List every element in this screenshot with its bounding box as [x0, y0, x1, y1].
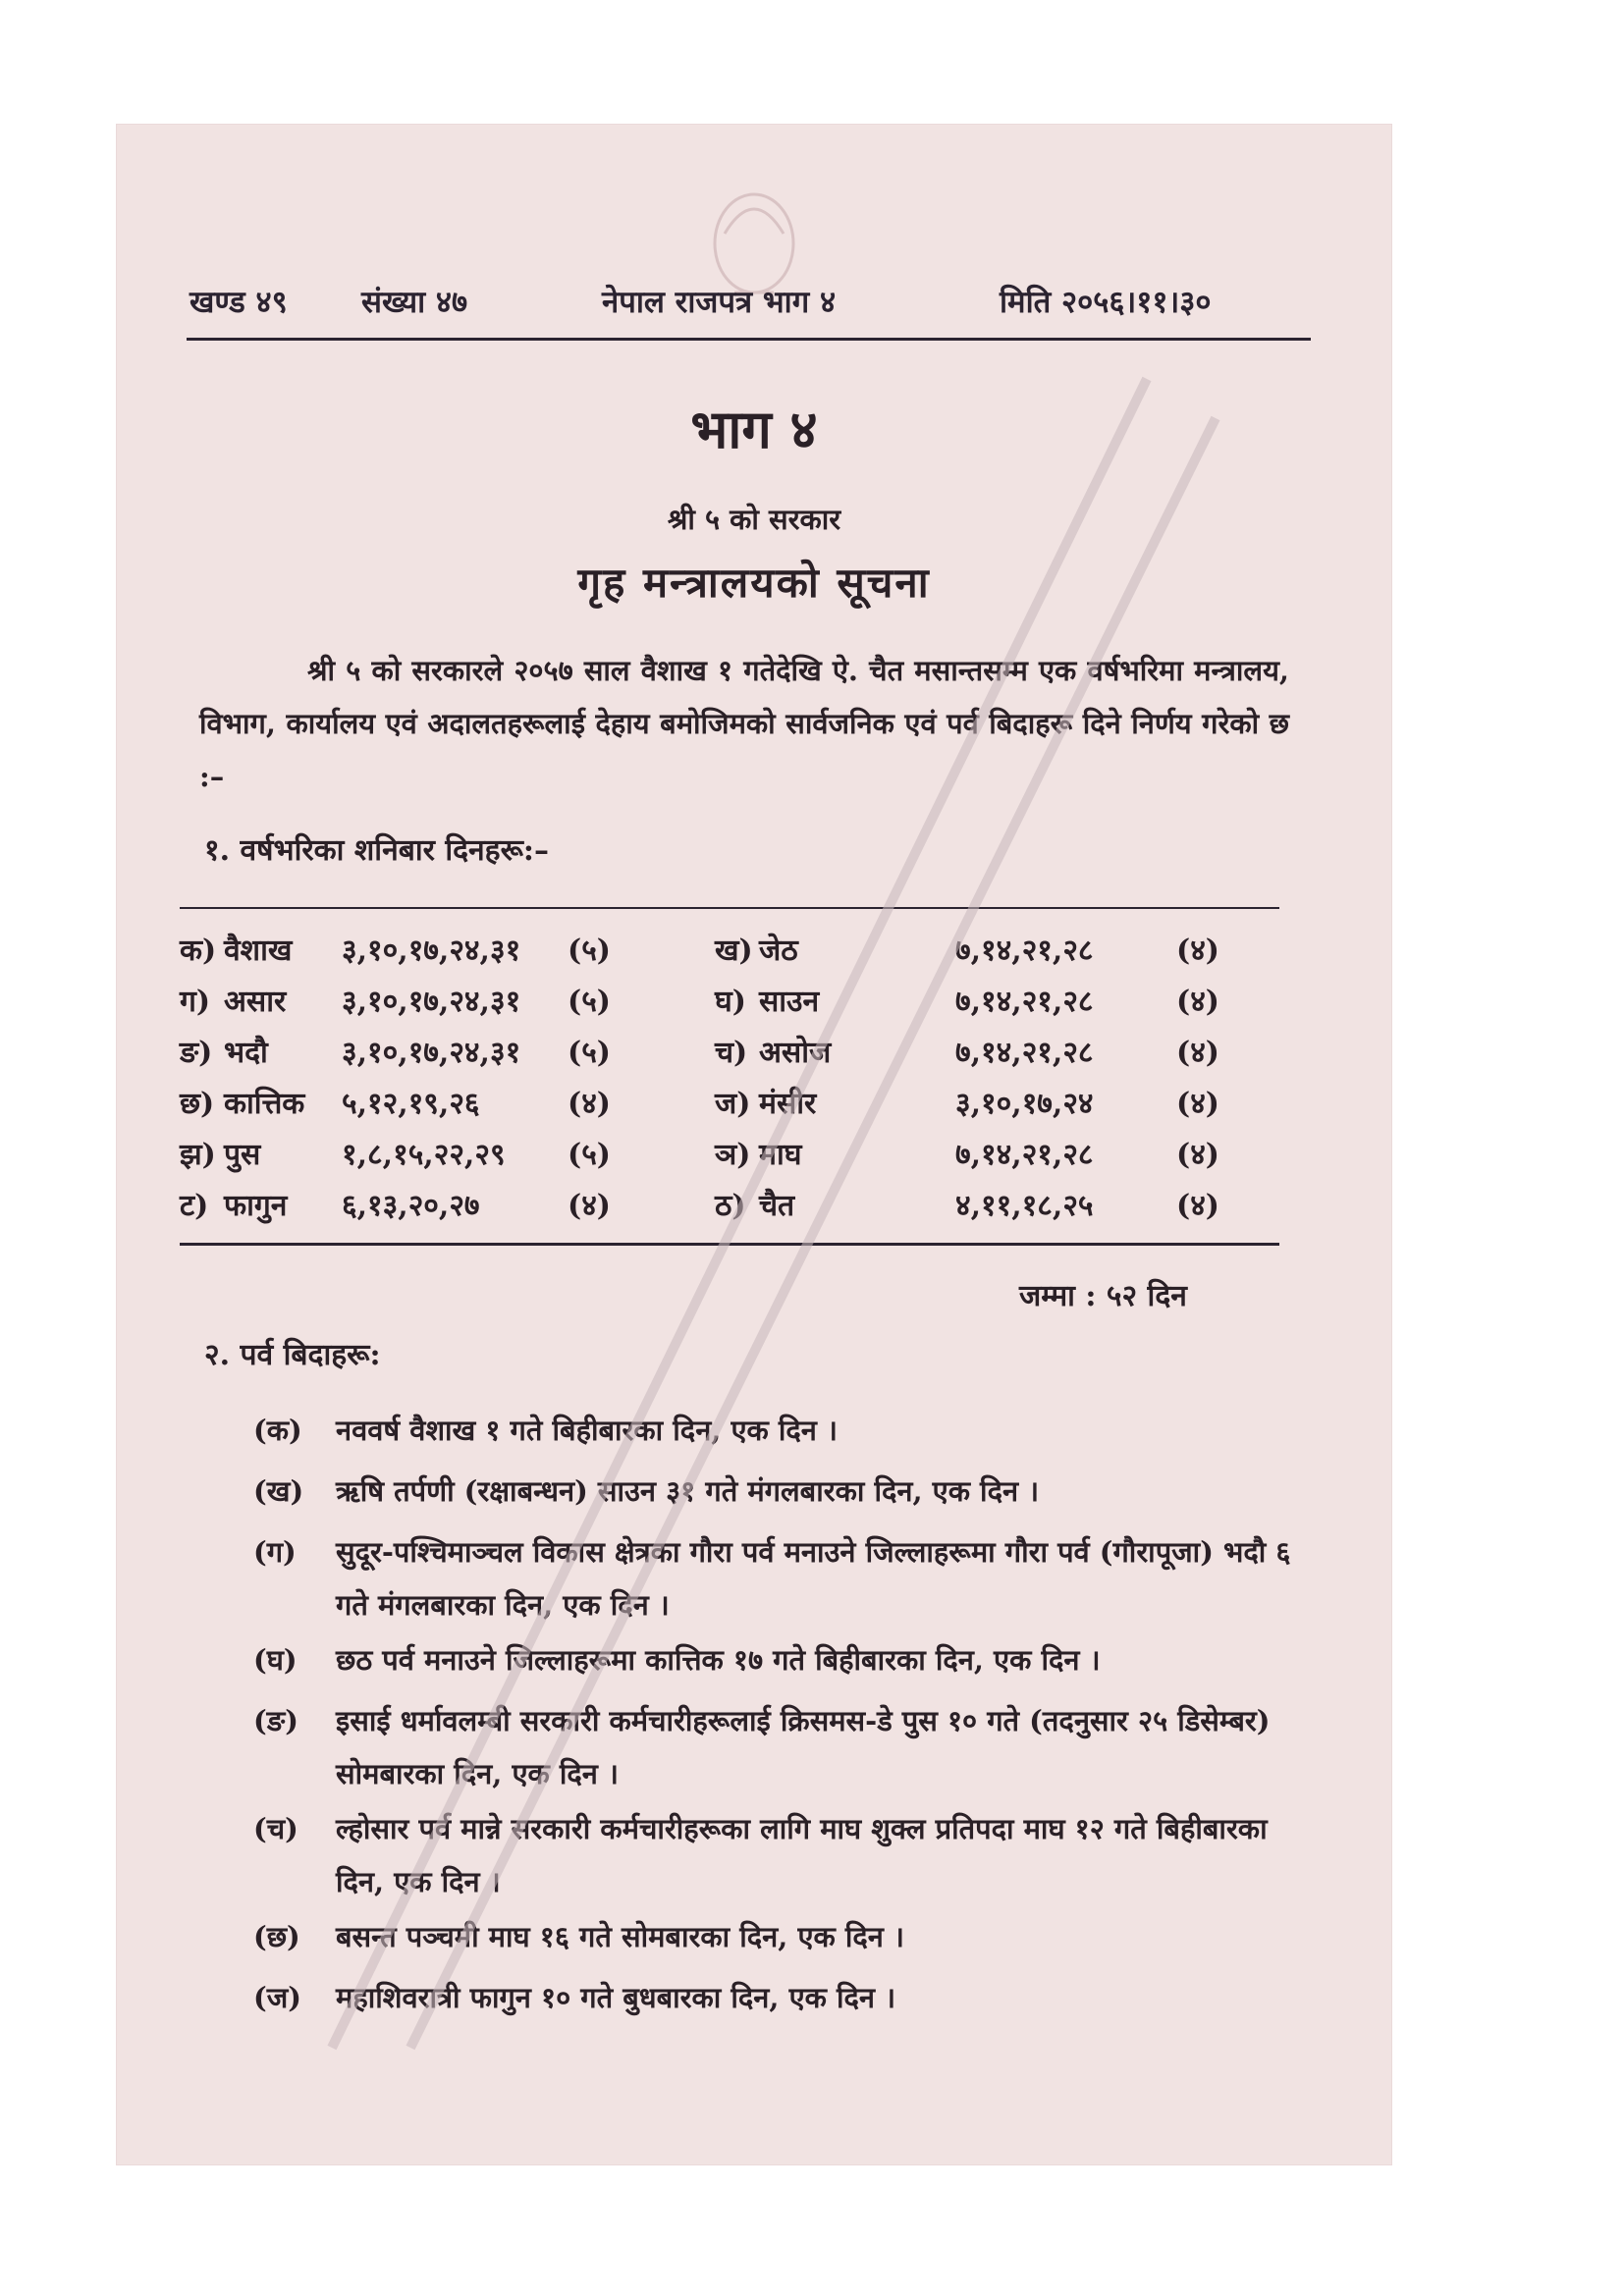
table-row: [180, 1125, 1279, 1176]
cell-lmark: क): [180, 934, 217, 968]
cell-rmonth: माघ: [759, 1138, 802, 1172]
cell-rmark: घ): [715, 985, 746, 1019]
cell-lcount: (५): [568, 934, 611, 968]
cell-ldays: ३,१०,१७,२४,३१: [342, 985, 521, 1019]
cell-lmark: ट): [180, 1189, 209, 1223]
gazette-header: [189, 281, 1289, 330]
cell-rmark: च): [715, 1036, 748, 1070]
cell-rdays: ७,१४,२१,२८: [955, 934, 1094, 968]
cell-rcount: (४): [1176, 1138, 1219, 1172]
list-item: [253, 1525, 1294, 1631]
cell-lmonth: भदौ: [224, 1036, 268, 1070]
gazette-page: [116, 124, 1392, 2165]
cell-ldays: ५,१२,१९,२६: [342, 1087, 480, 1121]
cell-ldays: ३,१०,१७,२४,३१: [342, 934, 521, 968]
item-text: ऋषि तर्पणी (रक्षाबन्धन) साउन ३१ गते मंगलबारका दिन, एक दिन ।: [336, 1474, 1040, 1508]
list-item: [253, 1802, 1294, 1908]
cell-rdays: ४,११,१८,२५: [955, 1189, 1094, 1223]
list-item: [253, 1465, 1294, 1518]
cell-rcount: (४): [1176, 985, 1219, 1019]
cell-rcount: (४): [1176, 934, 1219, 968]
item-marker: (च): [253, 1812, 298, 1845]
cell-rmonth: असोज: [759, 1036, 832, 1070]
cell-lmark: ङ): [180, 1036, 213, 1070]
item-text: ल्होसार पर्व मान्ने सरकारी कर्मचारीहरूका लागि माघ शुक्ल प्रतिपदा माघ १२ गते बिहीबारका दिन, एक दिन ।: [336, 1812, 1268, 1898]
cell-lmark: झ): [180, 1138, 216, 1172]
cell-ldays: १,८,१५,२२,२९: [342, 1138, 506, 1172]
cell-ldays: ३,१०,१७,२४,३१: [342, 1036, 521, 1070]
cell-rmark: ख): [715, 934, 753, 968]
item-marker: (छ): [253, 1920, 300, 1953]
cell-rmark: ञ): [715, 1138, 751, 1172]
cell-rdays: ३,१०,१७,२४: [955, 1087, 1094, 1121]
saturday-table: [180, 921, 1279, 1227]
gazette-name: नेपाल राजपत्र भाग ४: [602, 285, 837, 320]
table-top-rule: [180, 907, 1279, 909]
list-item: [253, 1971, 1294, 2024]
ministry-notice-title: गृह मन्त्रालयको सूचना: [577, 559, 931, 607]
cell-lmonth: फागुन: [224, 1189, 288, 1223]
item-text: सुदूर-पश्चिमाञ्चल विकास क्षेत्रका गौरा पर्व मनाउने जिल्लाहरूमा गौरा पर्व (गौरापूजा) भदौ ६ गते मंगलबारका दिन, एक दिन ।: [336, 1535, 1291, 1622]
table-row: [180, 1176, 1279, 1227]
item-marker: (ग): [253, 1535, 297, 1569]
cell-lcount: (५): [568, 985, 611, 1019]
table-row: [180, 1023, 1279, 1074]
cell-rcount: (४): [1176, 1036, 1219, 1070]
cell-rcount: (४): [1176, 1087, 1219, 1121]
cell-rmonth: जेठ: [759, 934, 798, 968]
cell-rmonth: साउन: [759, 985, 820, 1019]
cell-rcount: (४): [1176, 1189, 1219, 1223]
cell-lcount: (४): [568, 1087, 611, 1121]
cell-lcount: (४): [568, 1189, 611, 1223]
item-text: बसन्त पञ्चमी माघ १६ गते सोमबारका दिन, एक दिन ।: [336, 1920, 904, 1953]
list-item: [253, 1694, 1294, 1800]
part-title: भाग ४: [690, 398, 818, 460]
cell-rmonth: चैत: [759, 1189, 795, 1223]
section-1-heading: १. वर्षभरिका शनिबार दिनहरू:–: [204, 833, 549, 868]
cell-lmark: ग): [180, 985, 211, 1019]
item-text: महाशिवरात्री फागुन १० गते बुधबारका दिन, एक दिन ।: [336, 1981, 896, 2014]
item-marker: (घ): [253, 1643, 298, 1677]
item-marker: (क): [253, 1414, 302, 1447]
cell-lmonth: वैशाख: [224, 934, 293, 968]
table-bottom-rule: [180, 1243, 1279, 1246]
volume-label: खण्ड ४९: [189, 285, 288, 320]
item-text: छठ पर्व मनाउने जिल्लाहरूमा कात्तिक १७ गते बिहीबारका दिन, एक दिन ।: [336, 1643, 1101, 1677]
cell-lmonth: पुस: [224, 1138, 261, 1172]
issue-date: मिति २०५६।११।३०: [1000, 285, 1212, 320]
item-marker: (ख): [253, 1474, 304, 1508]
cell-lmonth: कात्तिक: [224, 1087, 305, 1121]
cell-lcount: (५): [568, 1036, 611, 1070]
intro-paragraph: श्री ५ को सरकारले २०५७ साल वैशाख १ गतेदेखि ऐ. चैत मसान्तसम्म एक वर्षभरिमा मन्त्रालय, विभाग, कार्यालय एवं अदालतहरूलाई देहाय बमोजिमको सार्वजनिक एवं पर्व बिदाहरू दिने निर्णय गरेको छ :–: [199, 654, 1289, 793]
cell-lmonth: असार: [224, 985, 287, 1019]
cell-rdays: ७,१४,२१,२८: [955, 1036, 1094, 1070]
item-text: इसाई धर्मावलम्बी सरकारी कर्मचारीहरूलाई क्रिसमस-डे पुस १० गते (तदनुसार २५ डिसेम्बर) सोमबारका दिन, एक दिन ।: [336, 1704, 1271, 1790]
cell-rdays: ७,१४,२१,२८: [955, 1138, 1094, 1172]
item-text: नववर्ष वैशाख १ गते बिहीबारका दिन, एक दिन ।: [336, 1414, 838, 1447]
header-rule: [187, 338, 1311, 341]
table-row: [180, 1074, 1279, 1125]
cell-lcount: (५): [568, 1138, 611, 1172]
item-marker: (ज): [253, 1981, 301, 2014]
list-item: [253, 1633, 1294, 1686]
cell-rdays: ७,१४,२१,२८: [955, 985, 1094, 1019]
item-marker: (ङ): [253, 1704, 298, 1737]
list-item: [253, 1404, 1294, 1457]
issue-number: संख्या ४७: [361, 285, 468, 320]
cell-lmark: छ): [180, 1087, 215, 1121]
section-2-heading: २. पर्व बिदाहरू:: [204, 1338, 381, 1372]
government-label: श्री ५ को सरकार: [667, 503, 841, 536]
cell-rmark: ज): [715, 1087, 751, 1121]
total-days: जम्मा : ५२ दिन: [1019, 1279, 1187, 1313]
table-row: [180, 972, 1279, 1023]
cell-rmonth: मंसीर: [759, 1087, 817, 1121]
list-item: [253, 1910, 1294, 1963]
cell-rmark: ठ): [715, 1189, 746, 1223]
table-row: [180, 921, 1279, 972]
cell-ldays: ६,१३,२०,२७: [342, 1189, 480, 1223]
